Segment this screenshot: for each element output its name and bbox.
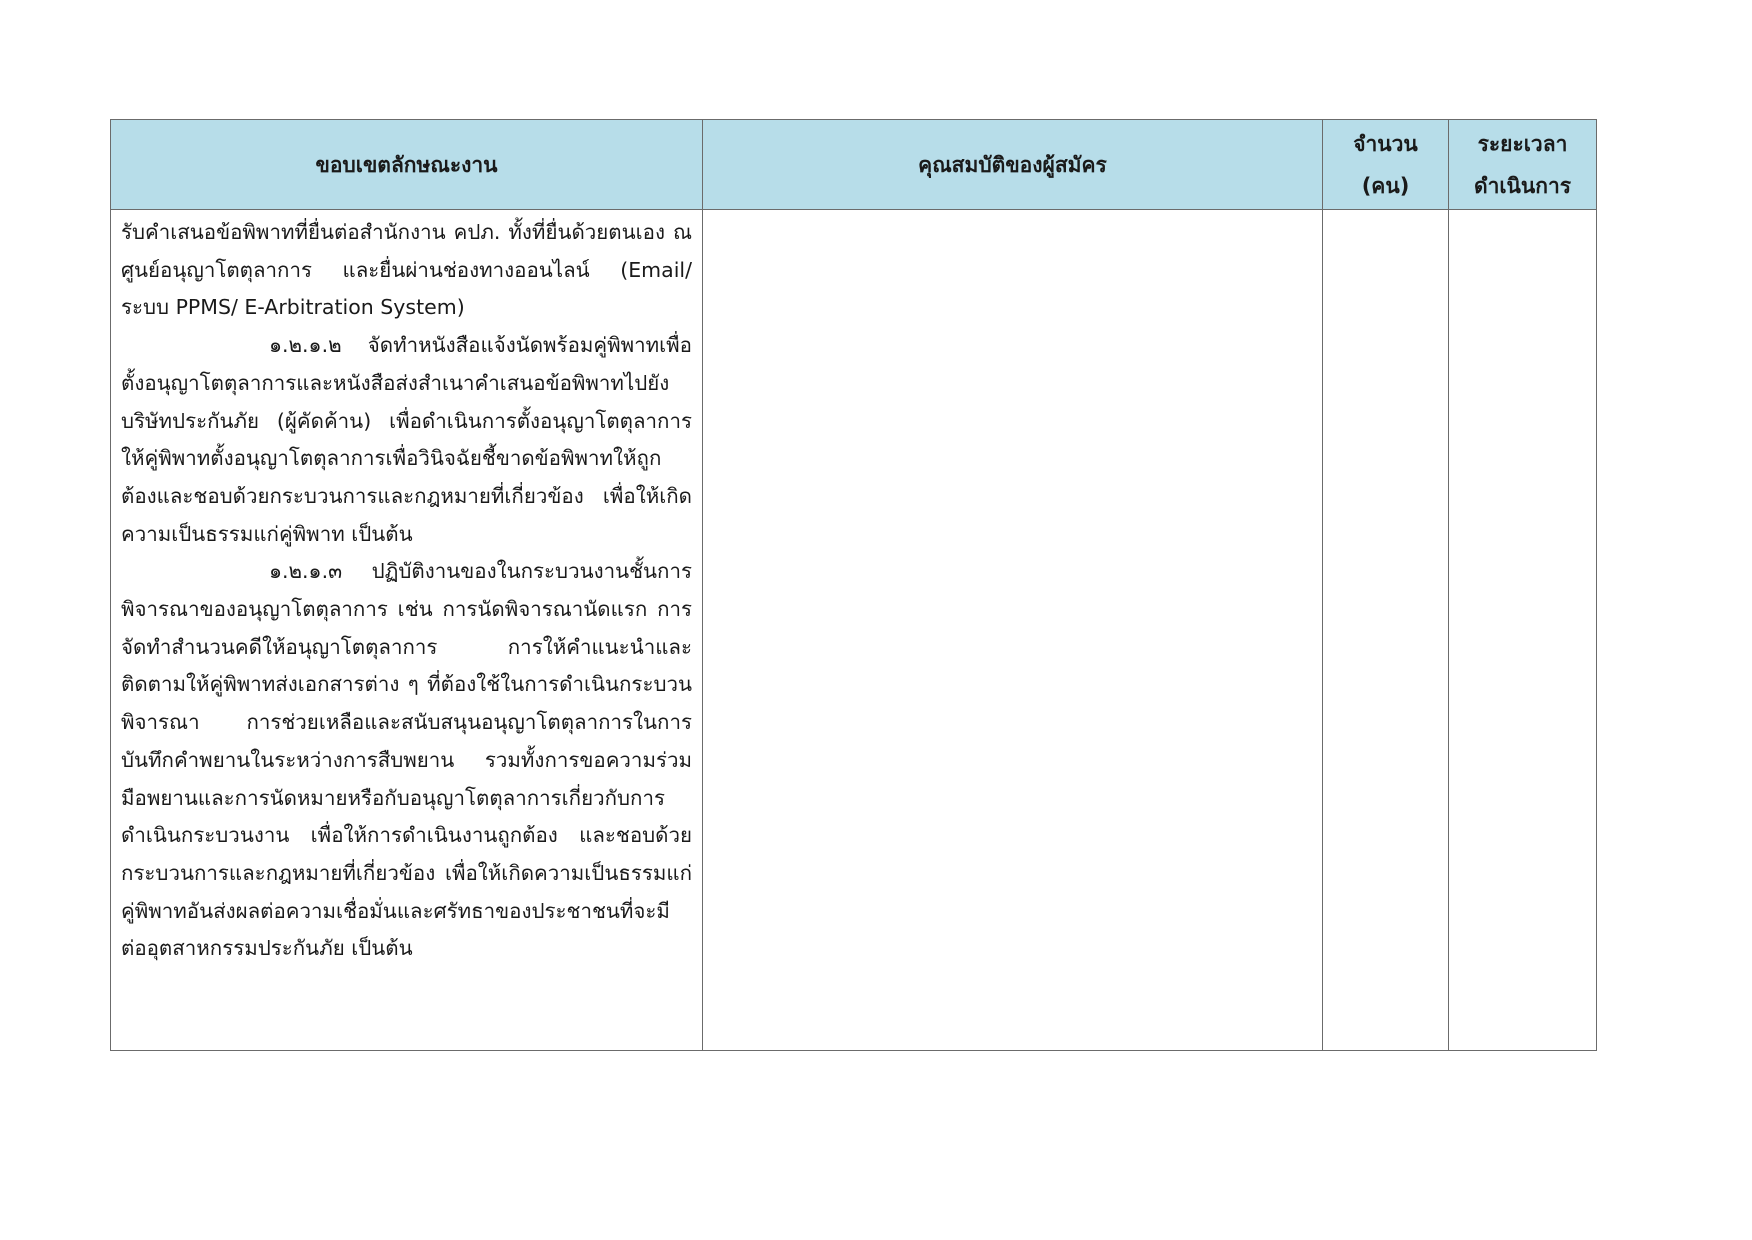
scope-cell (111, 210, 703, 1051)
scope-paragraph: รับคำเสนอข้อพิพาทที่ยื่นต่อสำนักงาน คปภ. ทั้งที่ยื่นด้วยตนเอง ณ ศูนย์อนุญาโตตุลาการ และยื่นผ่านช่องทางออนไลน์ (Email/ ระบบ PPMS/ E-Arbitration System) (121, 220, 692, 320)
header-qualifications-label: คุณสมบัติของผู้สมัคร (918, 152, 1107, 177)
qualifications-cell (703, 210, 1323, 1051)
table-header-row (111, 120, 1597, 210)
duration-cell (1449, 210, 1597, 1051)
count-cell (1323, 210, 1449, 1051)
header-count (1323, 120, 1449, 210)
header-count-line2: (คน) (1361, 173, 1410, 198)
header-duration (1449, 120, 1597, 210)
header-duration-line1: ระยะเวลา (1477, 131, 1568, 156)
header-scope (111, 120, 703, 210)
table-row (111, 210, 1597, 1051)
job-scope-table (110, 119, 1597, 1051)
scope-paragraph: ๑.๒.๑.๓ ปฏิบัติงานของในกระบวนงานชั้นการพิจารณาของอนุญาโตตุลาการ เช่น การนัดพิจารณานัดแรก การจัดทำสำนวนคดีให้อนุญาโตตุลาการ การให้คำแนะนำและติดตามให้คู่พิพาทส่งเอกสารต่าง ๆ ที่ต้องใช้ในการดำเนินกระบวนพิจารณา การช่วยเหลือและสนับสนุนอนุญาโตตุลาการในการบันทึกคำพยานในระหว่างการสืบพยาน รวมทั้งการขอความร่วมมือพยานและการนัดหมายหรือกับอนุญาโตตุลาการเกี่ยวกับการดำเนินกระบวนงาน เพื่อให้การดำเนินงานถูกต้อง และชอบด้วยกระบวนการและกฎหมายที่เกี่ยวข้อง เพื่อให้เกิดความเป็นธรรมแก่คู่พิพาทอันส่งผลต่อความเชื่อมั่นและศรัทธาของประชาชนที่จะมีต่ออุตสาหกรรมประกันภัย เป็นต้น (121, 559, 692, 961)
header-count-line1: จำนวน (1353, 131, 1418, 156)
header-scope-label: ขอบเขตลักษณะงาน (315, 152, 498, 177)
header-duration-line2: ดำเนินการ (1473, 173, 1572, 198)
header-qualifications (703, 120, 1323, 210)
scope-paragraph: ๑.๒.๑.๒ จัดทำหนังสือแจ้งนัดพร้อมคู่พิพาทเพื่อตั้งอนุญาโตตุลาการและหนังสือส่งสำเนาคำเสนอข้อพิพาทไปยังบริษัทประกันภัย (ผู้คัดค้าน) เพื่อดำเนินการตั้งอนุญาโตตุลาการให้คู่พิพาทตั้งอนุญาโตตุลาการเพื่อวินิจฉัยชี้ขาดข้อพิพาทให้ถูกต้องและชอบด้วยกระบวนการและกฎหมายที่เกี่ยวข้อง เพื่อให้เกิดความเป็นธรรมแก่คู่พิพาท เป็นต้น (121, 333, 692, 546)
